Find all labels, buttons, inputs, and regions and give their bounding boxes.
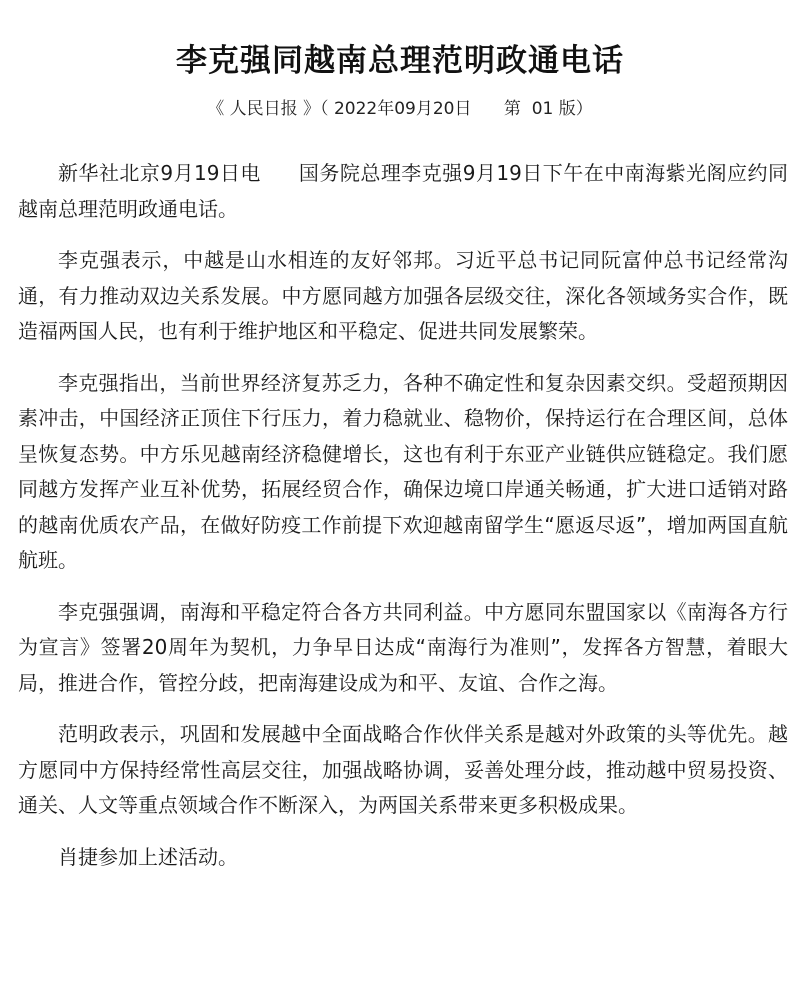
edition-label: 第 01 版） (503, 99, 593, 119)
paragraph-1-text: 国务院总理李克强9月19日下午在中南海紫光阁应约同越南总理范明政通电话。 (18, 161, 788, 221)
paragraph-6: 肖捷参加上述活动。 (58, 844, 238, 869)
paragraph-2: 李克强表示，中越是山水相连的友好邻邦。习近平总书记同阮富仲总书记经常沟通，有力推动双边关系发展。中方愿同越方加强各层级交往，深化各领域务实合作，既造福两国人民，也有利于维护地区和平稳定、促进共同发展繁荣。 (18, 248, 788, 343)
article-body (18, 156, 788, 891)
edition-gap (471, 99, 503, 119)
source-close-bracket: 》（ (297, 99, 329, 119)
source-paper-name: 人民日报 (229, 99, 298, 119)
paragraph-5: 范明政表示，巩固和发展越中全面战略合作伙伴关系是越对外政策的头等优先。越方愿同中方保持经常性高层交往，加强战略协调，妥善处理分歧，推动越中贸易投资、通关、人文等重点领域合作不断深入，为两国关系带来更多积极成果。 (18, 722, 788, 817)
paragraph-1 (18, 156, 788, 227)
publish-date: 2022年09月20日 (328, 99, 472, 119)
article-title: 李克强同越南总理范明政通电话 (176, 42, 624, 79)
paragraph-4: 李克强强调，南海和平稳定符合各方共同利益。中方愿同东盟国家以《南海各方行为宣言》签署20周年为契机，力争早日达成“南海行为准则”，发挥各方智慧，着眼大局，推进合作，管控分歧，把南海建设成为和平、友谊、合作之海。 (18, 599, 788, 695)
source-open-bracket: 《 (207, 99, 230, 119)
article-source-line (0, 96, 800, 122)
paragraph-3: 李克强指出，当前世界经济复苏乏力，各种不确定性和复杂因素交织。受超预期因素冲击，中国经济正顶住下行压力，着力稳就业、稳物价，保持运行在合理区间，总体呈恢复态势。中方乐见越南经济稳健增长，这也有利于东亚产业链供应链稳定。我们愿同越方发挥产业互补优势，拓展经贸合作，确保边境口岸通关畅通，扩大进口适销对路的越南优质农产品，在做好防疫工作前提下欢迎越南留学生“愿返尽返”，增加两国直航航班。 (18, 370, 788, 572)
dateline: 新华社北京9月19日电 (58, 161, 261, 185)
